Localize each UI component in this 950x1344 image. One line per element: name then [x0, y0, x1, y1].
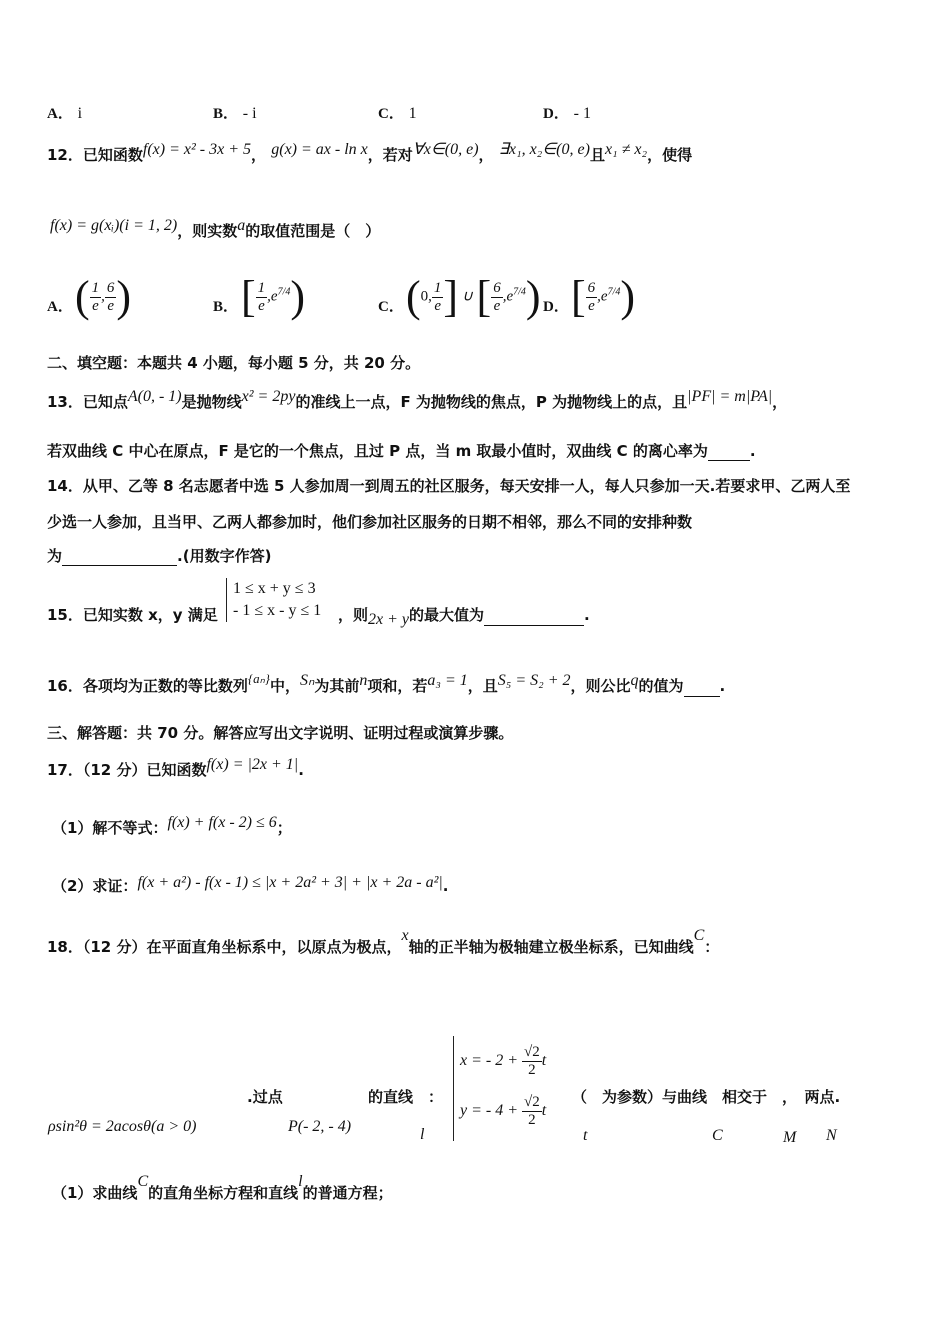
q14-answer-blank[interactable]	[62, 549, 177, 566]
q17-stem: 17．（12 分）已知函数f(x) = |2x + 1|.	[47, 756, 304, 779]
q18-param-t: t	[583, 1127, 588, 1144]
q18-part1: （1）求曲线C的直角坐标方程和直线l的普通方程；	[52, 1173, 393, 1202]
q12-option-d: D． [ $\frac{6}{e}$ $,e^{7/4}$)	[543, 272, 636, 321]
q12-option-a-expr: ( $\frac{1}{e}$ , $\frac{6}{e}$ )	[75, 272, 132, 321]
q14-line3: 为 .(用数字作答)	[47, 547, 272, 565]
q12-option-a: A． ( $\frac{1}{e}$ , $\frac{6}{e}$ )	[47, 275, 73, 325]
q18-point-m: M	[783, 1129, 797, 1146]
q18-curve-c: C	[712, 1127, 723, 1144]
q13-answer-blank[interactable]	[708, 444, 750, 461]
q11-option-d: D． - 1	[543, 105, 591, 122]
section-3-heading: 三、解答题：共 70 分。解答应写出文字说明、证明过程或演算步骤。	[47, 724, 514, 742]
q12-option-b: B． [ $\frac{1}{e}$ $,e^{7/4}$)	[213, 272, 306, 321]
q18-param-text: （ 为参数）与曲线 相交于 ， 两点.	[572, 1088, 841, 1106]
q18-polar-equation: ρsin²θ = 2acosθ(a > 0)	[48, 1118, 197, 1135]
q18-line-text: 的直线 ：	[368, 1088, 444, 1106]
q17-part1: （1）解不等式：f(x) + f(x - 2) ≤ 6；	[52, 814, 292, 837]
q11-option-a: A． i	[47, 105, 83, 122]
q18-parametric-system: x = - 2 + $\frac{√2}{2}$ t y = - 4 + $\frac{√2}{2}$ t	[453, 1036, 546, 1141]
q12-option-c-expr: (0, $\frac{1}{e}$ ] ∪ [ $\frac{6}{e}$ $,e^{7/4}$)	[406, 272, 541, 321]
q12-stem-line1: 12．已知函数f(x) = x² - 3x + 5， g(x) = ax - ln x，若对∀x∈(0, e)， ∃x₁, x₂∈(0, e)且x₁ ≠ x₂，使得	[47, 141, 693, 164]
q12-option-b-expr: [ $\frac{1}{e}$ $,e^{7/4}$)	[241, 272, 306, 321]
q13-line1: 13．已知点A(0, - 1)是抛物线x² = 2py的准线上一点，F 为抛物线的焦点，P 为抛物线上的点，且|PF| = m|PA|，	[47, 388, 788, 411]
q12-option-c: C． (0, $\frac{1}{e}$ ] ∪ [ $\frac{6}{e}$ $,e^{7/4}$)	[378, 272, 541, 321]
q15-line: 15．已知实数 x，y 满足	[47, 606, 218, 624]
q15-answer-blank[interactable]	[484, 609, 584, 626]
q18-line-l: l	[420, 1126, 425, 1143]
q18-point-p: P(- 2, - 4)	[288, 1118, 352, 1135]
q18-pass-text: .过点	[247, 1088, 283, 1106]
q16-answer-blank[interactable]	[684, 680, 720, 697]
q18-point-n: N	[826, 1127, 837, 1144]
q12-stem-line2: f(x) = g(xᵢ)(i = 1, 2)，则实数a的取值范围是（ ）	[50, 217, 381, 240]
q14-line2: 少选一人参加，且当甲、乙两人都参加时，他们参加社区服务的日期不相邻，那么不同的安排种数	[47, 513, 693, 531]
q18-stem: 18．（12 分）在平面直角坐标系中，以原点为极点，x轴的正半轴为极轴建立极坐标系，已知曲线C：	[47, 927, 720, 956]
q11-option-b: B． - i	[213, 105, 257, 122]
q14-line1: 14．从甲、乙等 8 名志愿者中选 5 人参加周一到周五的社区服务，每天安排一人，每人只参加一天.若要求甲、乙两人至	[47, 477, 851, 495]
q17-part2: （2）求证：f(x + a²) - f(x - 1) ≤ |x + 2a² + 3| + |x + 2a - a²|.	[52, 874, 449, 895]
q15-line-tail: ，则2x + y的最大值为 .	[338, 606, 590, 628]
q16-line: 16．各项均为正数的等比数列{aₙ}中，Sₙ为其前n项和，若a₃ = 1，且S₅ = S₂ + 2，则公比q的值为 .	[47, 671, 726, 695]
q13-line2: 若双曲线 C 中心在原点，F 是它的一个焦点，且过 P 点，当 m 取最小值时，双曲线 C 的离心率为 .	[47, 442, 756, 460]
q15-constraint-system: 1 ≤ x + y ≤ 3 - 1 ≤ x - y ≤ 1	[226, 578, 321, 622]
q12-option-d-expr: [ $\frac{6}{e}$ $,e^{7/4}$)	[571, 272, 636, 321]
q12-option-texts	[0, 0, 1, 1]
section-2-heading: 二、填空题：本题共 4 小题，每小题 5 分，共 20 分。	[47, 354, 421, 372]
q11-option-c: C． 1	[378, 105, 417, 122]
